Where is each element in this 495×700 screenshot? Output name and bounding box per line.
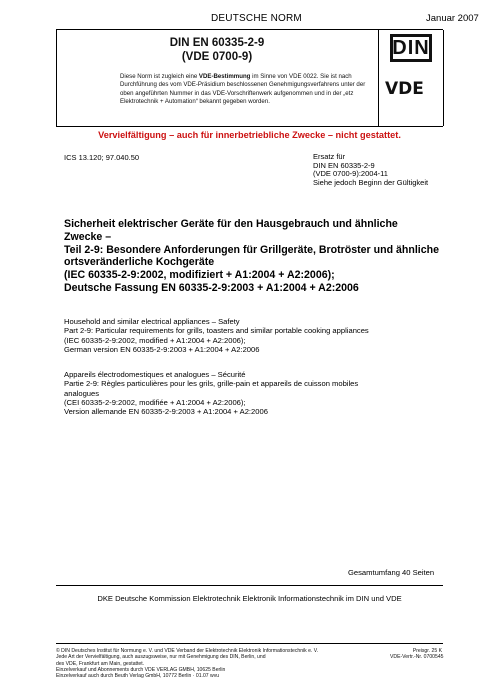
box-right-border	[443, 30, 444, 126]
top-rule	[56, 29, 443, 30]
price-info	[390, 648, 442, 661]
ics-code: ICS 13.120; 97.040.50	[64, 153, 140, 162]
vde-vertr-number: VDE-Vertr.-Nr. 0700545	[390, 654, 444, 661]
publication-date: Januar 2007	[426, 13, 479, 24]
vde-classification: (VDE 0700-9)	[181, 51, 253, 63]
copyright-footer: © DIN Deutsches Institut für Normung e. V. und VDE Verband der Elektrotechnik Elektronik Informationstechnik e. V. Jede Art der Vervielfältigung, auch auszugsweise, nur mit Genehmigung des DIN, Berlin, und des VDE, Frankfurt am Main, gestattet. Einzelverkauf und Abonnements durch VDE VERLAG GMBH, 10625 Berlin Einzelverkauf auch durch Beuth Verlag GmbH, 10772 Berlin · 01.07 wvu	[56, 648, 319, 680]
german-title: Sicherheit elektrischer Geräte für den Hausgebrauch und ähnliche Zwecke – Teil 2-9: Besondere Anforderungen für Grillgeräte, Brotröster und ähnliche ortsveränderliche Kochgeräte (IEC 60335-2-9:2002, modifiziert + A1:2004 + A2:2006); Deutsche Fassung EN 60335-2-9:2003 + A1:2004 + A2:2006	[64, 218, 439, 294]
total-pages: Gesamtumfang 40 Seiten	[348, 568, 435, 577]
box-divider	[378, 30, 379, 126]
standard-number-block	[56, 36, 378, 64]
din-logo: DIN	[390, 34, 432, 62]
replacement-info: Ersatz für DIN EN 60335-2-9 (VDE 0700-9):2004-11 Siehe jedoch Beginn der Gültigkeit	[313, 152, 429, 187]
footer-rule	[56, 643, 443, 644]
price-group: Preisgr. 25 K	[412, 648, 442, 654]
dke-commission: DKE Deutsche Kommission Elektrotechnik Elektronik Informationstechnik im DIN und VDE	[97, 594, 402, 603]
vde-notice: Diese Norm ist zugleich eine VDE-Bestimmung im Sinne von VDE 0022. Sie ist nach Durchführung des vom VDE-Präsidium beschlossenen Genehmigungsverfahrens unter der oben angeführten Nummer in das VDE-Vorschriftenwerk aufgenommen und in der „etz Elektrotechnik + Automation“ bekannt gegeben worden.	[120, 73, 366, 105]
norm-type-label: DEUTSCHE NORM	[211, 13, 302, 24]
english-title: Household and similar electrical appliances – Safety Part 2-9: Particular requirements for grills, toasters and similar portable cooking appliances (IEC 60335-2-9:2002, modified + A1:2004 + A2:2006); German version EN 60335-2-9:2003 + A1:2004 + A2:2006	[64, 317, 369, 354]
dke-top-rule	[56, 585, 443, 586]
box-bottom-rule	[56, 126, 443, 127]
vde-logo: VDE	[385, 79, 424, 99]
standard-number: DIN EN 60335-2-9	[169, 37, 265, 49]
reproduction-warning: Vervielfältigung – auch für innerbetriebliche Zwecke – nicht gestattet.	[98, 130, 401, 140]
french-title: Appareils électrodomestiques et analogues – Sécurité Partie 2-9: Règles particulières pour les grils, grille-pain et appareils de cuisson mobiles analogues (CEI 60335-2-9:2002, modifiée + A1:2004 + A2:2006); Version allemande EN 60335-2-9:2003 + A1:2004 + A2:2006	[64, 370, 359, 417]
